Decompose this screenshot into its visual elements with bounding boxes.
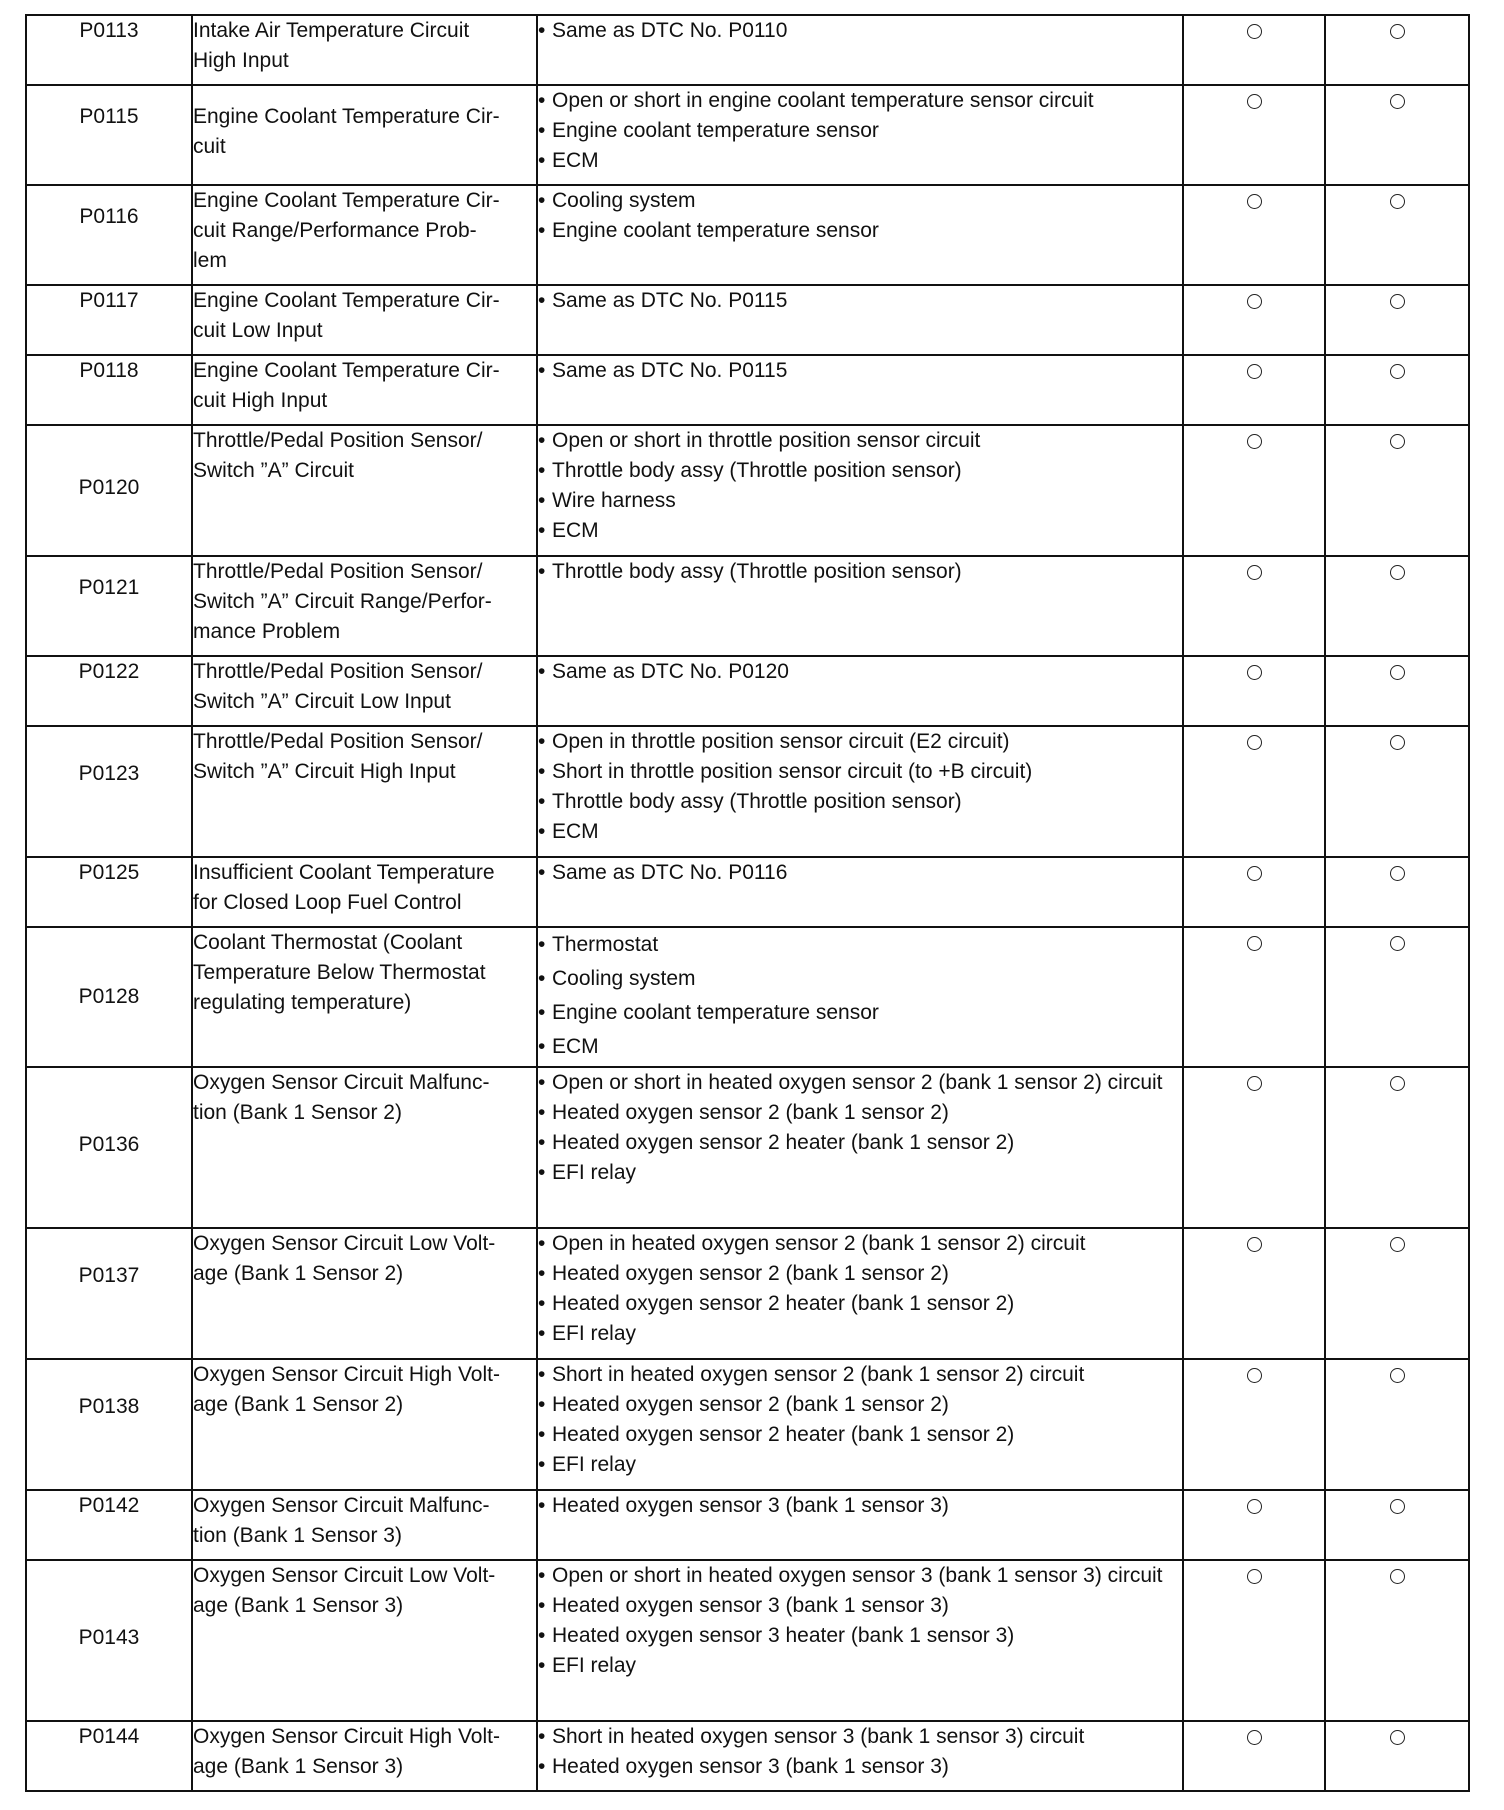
trouble-area-item: • Heated oxygen sensor 3 (bank 1 sensor 3) xyxy=(538,1752,1182,1782)
trouble-area-item: • Short in heated oxygen sensor 3 (bank 1 sensor 3) circuit xyxy=(538,1722,1182,1752)
dtc-code: P0143 xyxy=(26,1560,192,1721)
memory-cell xyxy=(1325,656,1469,726)
description-line: cuit Low Input xyxy=(193,319,323,342)
dtc-description xyxy=(192,1560,537,1721)
dtc-description xyxy=(192,1490,537,1560)
dtc-description xyxy=(192,927,537,1067)
memory-cell xyxy=(1325,726,1469,857)
trouble-area-item: • EFI relay xyxy=(538,1158,1182,1188)
table-row xyxy=(26,1067,1469,1228)
dtc-description xyxy=(192,656,537,726)
trouble-area-item: • Same as DTC No. P0116 xyxy=(538,858,1182,888)
mil-circle-icon xyxy=(1247,936,1262,951)
trouble-area-item: • Same as DTC No. P0115 xyxy=(538,356,1182,386)
mil-circle-icon xyxy=(1247,434,1262,449)
mil-circle-icon xyxy=(1247,1569,1262,1584)
mil-cell xyxy=(1183,927,1325,1067)
memory-circle-icon xyxy=(1390,1730,1405,1745)
description-line: Throttle/Pedal Position Sensor/ xyxy=(193,660,483,683)
trouble-area-item: • Short in throttle position sensor circuit (to +B circuit) xyxy=(538,757,1182,787)
dtc-code: P0116 xyxy=(26,185,192,285)
mil-circle-icon xyxy=(1247,1499,1262,1514)
table-row xyxy=(26,285,1469,355)
description-line: Engine Coolant Temperature Cir- xyxy=(193,359,500,382)
dtc-table-body xyxy=(26,15,1469,1791)
memory-circle-icon xyxy=(1390,194,1405,209)
table-row xyxy=(26,857,1469,927)
trouble-area-item: • Cooling system xyxy=(538,962,1182,996)
trouble-area xyxy=(537,1721,1183,1791)
mil-circle-icon xyxy=(1247,866,1262,881)
description-line: Throttle/Pedal Position Sensor/ xyxy=(193,560,483,583)
mil-circle-icon xyxy=(1247,24,1262,39)
mil-circle-icon xyxy=(1247,364,1262,379)
mil-circle-icon xyxy=(1247,1237,1262,1252)
trouble-area xyxy=(537,185,1183,285)
description-line: Oxygen Sensor Circuit Malfunc- xyxy=(193,1071,490,1094)
trouble-area-item: • Same as DTC No. P0110 xyxy=(538,16,1182,46)
memory-cell xyxy=(1325,857,1469,927)
table-row xyxy=(26,556,1469,656)
description-line: Oxygen Sensor Circuit Low Volt- xyxy=(193,1232,496,1255)
mil-cell xyxy=(1183,285,1325,355)
description-line: age (Bank 1 Sensor 2) xyxy=(193,1393,404,1416)
memory-circle-icon xyxy=(1390,1368,1405,1383)
dtc-description xyxy=(192,15,537,85)
trouble-area-item: • Heated oxygen sensor 2 heater (bank 1 sensor 2) xyxy=(538,1289,1182,1319)
description-line: Insufficient Coolant Temperature xyxy=(193,861,495,884)
memory-circle-icon xyxy=(1390,1499,1405,1514)
mil-circle-icon xyxy=(1247,194,1262,209)
description-line: Switch ”A” Circuit High Input xyxy=(193,760,456,783)
description-line: Oxygen Sensor Circuit High Volt- xyxy=(193,1363,500,1386)
mil-cell xyxy=(1183,185,1325,285)
mil-cell xyxy=(1183,1721,1325,1791)
mil-circle-icon xyxy=(1247,565,1262,580)
table-row xyxy=(26,355,1469,425)
description-line: cuit High Input xyxy=(193,389,328,412)
memory-cell xyxy=(1325,1560,1469,1721)
dtc-description xyxy=(192,857,537,927)
memory-cell xyxy=(1325,556,1469,656)
trouble-area-item: • EFI relay xyxy=(538,1450,1182,1480)
description-line: High Input xyxy=(193,49,289,72)
memory-cell xyxy=(1325,15,1469,85)
trouble-area-item: • Engine coolant temperature sensor xyxy=(538,996,1182,1030)
description-line: Switch ”A” Circuit Range/Perfor- xyxy=(193,590,492,613)
memory-cell xyxy=(1325,355,1469,425)
dtc-table-page xyxy=(25,14,1468,1792)
memory-circle-icon xyxy=(1390,1237,1405,1252)
dtc-description xyxy=(192,1359,537,1490)
trouble-area xyxy=(537,15,1183,85)
trouble-area-item: • Heated oxygen sensor 2 heater (bank 1 sensor 2) xyxy=(538,1128,1182,1158)
trouble-area xyxy=(537,1560,1183,1721)
dtc-code: P0138 xyxy=(26,1359,192,1490)
trouble-area-item: • Open in heated oxygen sensor 2 (bank 1 sensor 2) circuit xyxy=(538,1229,1182,1259)
memory-circle-icon xyxy=(1390,1076,1405,1091)
description-line: Switch ”A” Circuit Low Input xyxy=(193,690,451,713)
memory-cell xyxy=(1325,1067,1469,1228)
description-line: Oxygen Sensor Circuit High Volt- xyxy=(193,1725,500,1748)
dtc-description xyxy=(192,1228,537,1359)
trouble-area-item: • Same as DTC No. P0120 xyxy=(538,657,1182,687)
trouble-area-item: • Throttle body assy (Throttle position sensor) xyxy=(538,456,1182,486)
dtc-table xyxy=(25,14,1470,1792)
table-row xyxy=(26,1560,1469,1721)
trouble-area-item: • EFI relay xyxy=(538,1319,1182,1349)
dtc-description xyxy=(192,726,537,857)
memory-circle-icon xyxy=(1390,94,1405,109)
dtc-code: P0113 xyxy=(26,15,192,85)
table-row xyxy=(26,425,1469,556)
mil-circle-icon xyxy=(1247,735,1262,750)
table-row xyxy=(26,656,1469,726)
memory-cell xyxy=(1325,1228,1469,1359)
trouble-area-item: • Heated oxygen sensor 2 (bank 1 sensor 2) xyxy=(538,1098,1182,1128)
trouble-area xyxy=(537,85,1183,185)
dtc-code: P0117 xyxy=(26,285,192,355)
dtc-code: P0137 xyxy=(26,1228,192,1359)
description-line: mance Problem xyxy=(193,620,341,643)
description-line: tion (Bank 1 Sensor 3) xyxy=(193,1524,402,1547)
mil-cell xyxy=(1183,1560,1325,1721)
trouble-area-item: • Open in throttle position sensor circuit (E2 circuit) xyxy=(538,727,1182,757)
trouble-area-item: • ECM xyxy=(538,1030,1182,1064)
memory-circle-icon xyxy=(1390,866,1405,881)
description-line: for Closed Loop Fuel Control xyxy=(193,891,462,914)
memory-circle-icon xyxy=(1390,565,1405,580)
trouble-area-item: • Heated oxygen sensor 3 (bank 1 sensor 3) xyxy=(538,1491,1182,1521)
trouble-area-item: • EFI relay xyxy=(538,1651,1182,1681)
trouble-area-item: • Open or short in throttle position sensor circuit xyxy=(538,426,1182,456)
dtc-code: P0123 xyxy=(26,726,192,857)
trouble-area xyxy=(537,927,1183,1067)
table-row xyxy=(26,85,1469,185)
table-row xyxy=(26,185,1469,285)
description-line: Engine Coolant Temperature Cir- xyxy=(193,289,500,312)
mil-cell xyxy=(1183,85,1325,185)
dtc-description xyxy=(192,185,537,285)
mil-cell xyxy=(1183,355,1325,425)
trouble-area-item: • Open or short in heated oxygen sensor 2 (bank 1 sensor 2) circuit xyxy=(538,1068,1182,1098)
trouble-area-item: • Heated oxygen sensor 2 (bank 1 sensor 2) xyxy=(538,1390,1182,1420)
dtc-code: P0144 xyxy=(26,1721,192,1791)
description-line: age (Bank 1 Sensor 3) xyxy=(193,1755,404,1778)
description-line: Intake Air Temperature Circuit xyxy=(193,19,470,42)
memory-cell xyxy=(1325,1359,1469,1490)
description-line: Engine Coolant Temperature Cir- xyxy=(193,189,500,212)
description-line: cuit xyxy=(193,135,226,158)
trouble-area-item: • Heated oxygen sensor 3 (bank 1 sensor 3) xyxy=(538,1591,1182,1621)
description-line: Oxygen Sensor Circuit Malfunc- xyxy=(193,1494,490,1517)
memory-cell xyxy=(1325,285,1469,355)
trouble-area-item: • Heated oxygen sensor 2 (bank 1 sensor 2) xyxy=(538,1259,1182,1289)
trouble-area-item: • Engine coolant temperature sensor xyxy=(538,216,1182,246)
mil-cell xyxy=(1183,857,1325,927)
table-row xyxy=(26,1490,1469,1560)
description-line: lem xyxy=(193,249,227,272)
trouble-area xyxy=(537,656,1183,726)
trouble-area-item: • Wire harness xyxy=(538,486,1182,516)
memory-cell xyxy=(1325,425,1469,556)
trouble-area-item: • Heated oxygen sensor 2 heater (bank 1 sensor 2) xyxy=(538,1420,1182,1450)
trouble-area-item: • ECM xyxy=(538,146,1182,176)
description-line: Temperature Below Thermostat xyxy=(193,961,486,984)
memory-cell xyxy=(1325,1490,1469,1560)
trouble-area xyxy=(537,726,1183,857)
table-row xyxy=(26,1228,1469,1359)
memory-cell xyxy=(1325,1721,1469,1791)
mil-circle-icon xyxy=(1247,1076,1262,1091)
description-line: age (Bank 1 Sensor 3) xyxy=(193,1594,404,1617)
dtc-description xyxy=(192,1721,537,1791)
mil-circle-icon xyxy=(1247,665,1262,680)
trouble-area-item: • Throttle body assy (Throttle position sensor) xyxy=(538,557,1182,587)
mil-cell xyxy=(1183,15,1325,85)
trouble-area-item: • Thermostat xyxy=(538,928,1182,962)
mil-cell xyxy=(1183,1067,1325,1228)
description-line: Switch ”A” Circuit xyxy=(193,459,355,482)
memory-circle-icon xyxy=(1390,294,1405,309)
description-line: Coolant Thermostat (Coolant xyxy=(193,931,463,954)
memory-circle-icon xyxy=(1390,665,1405,680)
trouble-area-item: • ECM xyxy=(538,516,1182,546)
dtc-description xyxy=(192,425,537,556)
dtc-code: P0125 xyxy=(26,857,192,927)
memory-cell xyxy=(1325,927,1469,1067)
trouble-area xyxy=(537,285,1183,355)
mil-circle-icon xyxy=(1247,1730,1262,1745)
dtc-code: P0115 xyxy=(26,85,192,185)
mil-cell xyxy=(1183,1490,1325,1560)
description-line: Engine Coolant Temperature Cir- xyxy=(193,105,500,128)
dtc-code: P0136 xyxy=(26,1067,192,1228)
dtc-description xyxy=(192,85,537,185)
trouble-area-item: • Heated oxygen sensor 3 heater (bank 1 sensor 3) xyxy=(538,1621,1182,1651)
memory-circle-icon xyxy=(1390,735,1405,750)
description-line: Throttle/Pedal Position Sensor/ xyxy=(193,429,483,452)
trouble-area-item: • Cooling system xyxy=(538,186,1182,216)
mil-cell xyxy=(1183,425,1325,556)
trouble-area-item: • Same as DTC No. P0115 xyxy=(538,286,1182,316)
description-line: Throttle/Pedal Position Sensor/ xyxy=(193,730,483,753)
memory-circle-icon xyxy=(1390,1569,1405,1584)
description-line: age (Bank 1 Sensor 2) xyxy=(193,1262,404,1285)
memory-circle-icon xyxy=(1390,24,1405,39)
memory-circle-icon xyxy=(1390,936,1405,951)
trouble-area-item: • Throttle body assy (Throttle position sensor) xyxy=(538,787,1182,817)
mil-cell xyxy=(1183,1359,1325,1490)
memory-cell xyxy=(1325,185,1469,285)
description-line: cuit Range/Performance Prob- xyxy=(193,219,477,242)
description-line: regulating temperature) xyxy=(193,991,412,1014)
table-row xyxy=(26,726,1469,857)
trouble-area xyxy=(537,355,1183,425)
table-row xyxy=(26,15,1469,85)
trouble-area xyxy=(537,425,1183,556)
dtc-code: P0121 xyxy=(26,556,192,656)
trouble-area xyxy=(537,1228,1183,1359)
table-row xyxy=(26,927,1469,1067)
dtc-description xyxy=(192,556,537,656)
trouble-area xyxy=(537,1067,1183,1228)
mil-circle-icon xyxy=(1247,294,1262,309)
dtc-code: P0118 xyxy=(26,355,192,425)
trouble-area xyxy=(537,857,1183,927)
trouble-area xyxy=(537,556,1183,656)
trouble-area-item: • Open or short in heated oxygen sensor 3 (bank 1 sensor 3) circuit xyxy=(538,1561,1182,1591)
memory-circle-icon xyxy=(1390,434,1405,449)
mil-cell xyxy=(1183,656,1325,726)
description-line: tion (Bank 1 Sensor 2) xyxy=(193,1101,402,1124)
dtc-code: P0122 xyxy=(26,656,192,726)
mil-cell xyxy=(1183,1228,1325,1359)
dtc-code: P0128 xyxy=(26,927,192,1067)
table-row xyxy=(26,1359,1469,1490)
dtc-description xyxy=(192,1067,537,1228)
dtc-description xyxy=(192,285,537,355)
mil-cell xyxy=(1183,726,1325,857)
trouble-area-item: • ECM xyxy=(538,817,1182,847)
trouble-area-item: • Short in heated oxygen sensor 2 (bank 1 sensor 2) circuit xyxy=(538,1360,1182,1390)
trouble-area-item: • Open or short in engine coolant temperature sensor circuit xyxy=(538,86,1182,116)
dtc-code: P0142 xyxy=(26,1490,192,1560)
description-line: Oxygen Sensor Circuit Low Volt- xyxy=(193,1564,496,1587)
dtc-code: P0120 xyxy=(26,425,192,556)
memory-circle-icon xyxy=(1390,364,1405,379)
trouble-area-item: • Engine coolant temperature sensor xyxy=(538,116,1182,146)
trouble-area xyxy=(537,1490,1183,1560)
mil-cell xyxy=(1183,556,1325,656)
table-row xyxy=(26,1721,1469,1791)
memory-cell xyxy=(1325,85,1469,185)
dtc-description xyxy=(192,355,537,425)
trouble-area xyxy=(537,1359,1183,1490)
mil-circle-icon xyxy=(1247,94,1262,109)
mil-circle-icon xyxy=(1247,1368,1262,1383)
